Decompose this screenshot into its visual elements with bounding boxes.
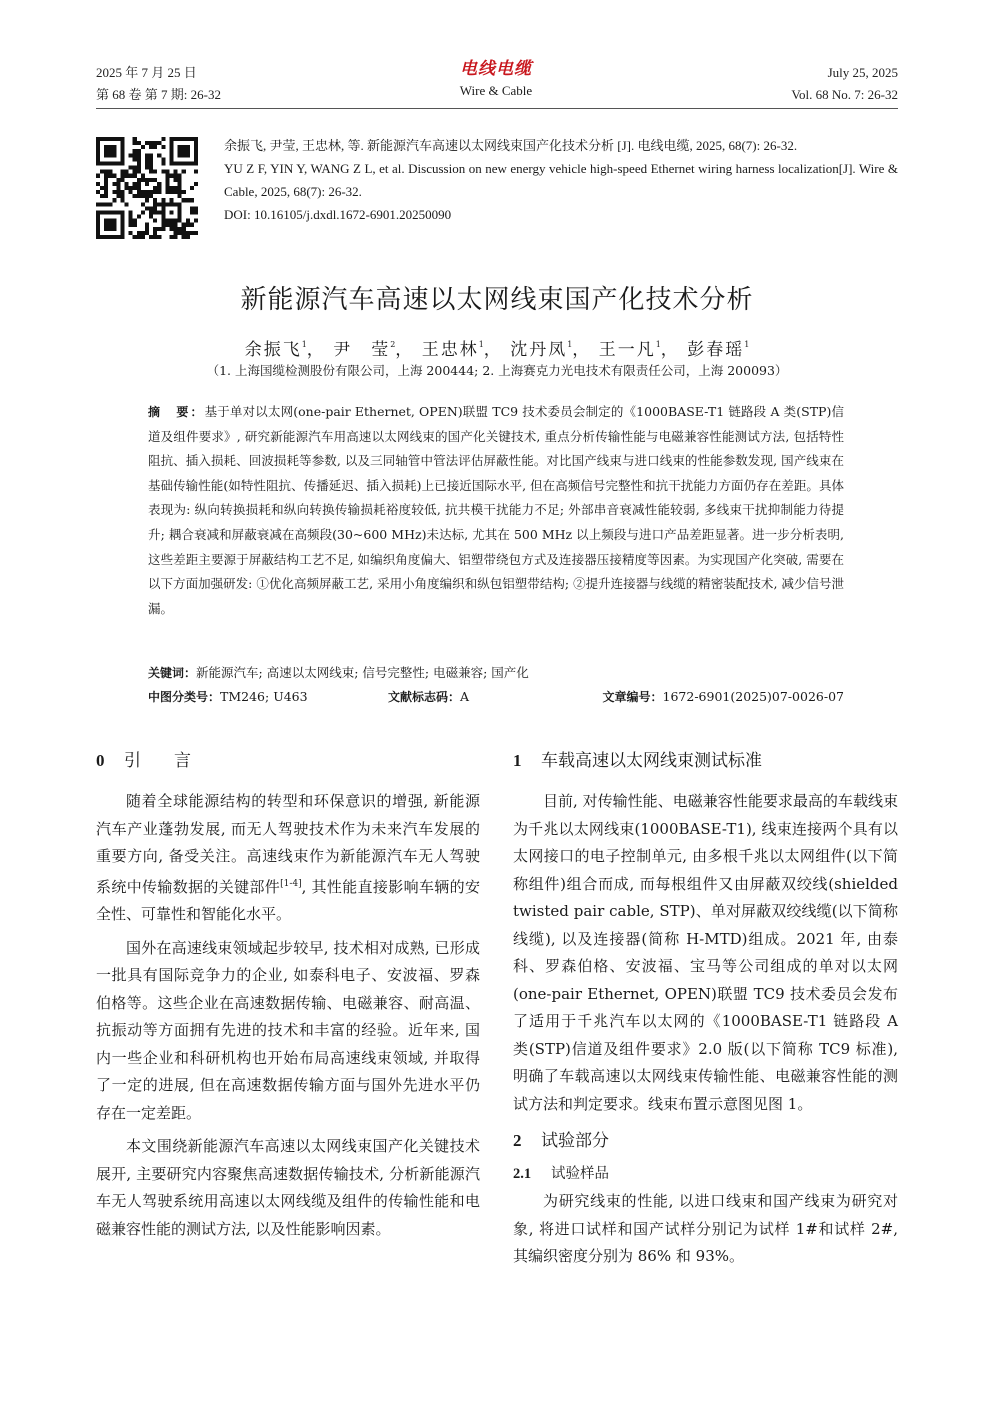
affiliations: （1. 上海国缆检测股份有限公司，上海 200444; 2. 上海赛克力光电技术有限责任公司，上海 200093） — [206, 363, 788, 378]
citation-cn: 余振飞, 尹莹, 王忠林, 等. 新能源汽车高速以太网线束国产化技术分析 [J]. 电线电缆, 2025, 68(7): 26-32. — [224, 138, 798, 153]
abstract-label: 摘 要： — [148, 405, 205, 419]
volume-cn: 第 68 卷 第 7 期: 26-32 — [96, 87, 221, 102]
section-heading-0: 0 引 言 — [96, 751, 199, 771]
section-heading-1: 1 车载高速以太网线束测试标准 — [513, 751, 762, 771]
doi[interactable]: DOI: 10.16105/j.dxdl.1672-6901.20250090 — [224, 207, 452, 222]
keywords-label: 关键词： — [148, 666, 197, 680]
paragraph: 国外在高速线束领域起步较早, 技术相对成熟, 已形成一批具有国际竞争力的企业, 如泰科电子、安波福、罗森伯格等。这些企业在高速数据传输、电磁兼容、耐高温、抗振动等方面拥有先进的技术和丰富的经验。近年来, 国内一些企业和科研机构也开始布局高速线束领域, 并取得了一定的进展, 但在高速数据传输方面与国外先进水平仍存在一定差距。 — [96, 938, 480, 1122]
document-code: 文献标志码：A — [388, 689, 470, 704]
keywords — [148, 662, 844, 684]
clc-number: 中图分类号：TM246; U463 — [148, 689, 308, 704]
journal-logo: 电线电缆 — [460, 59, 532, 79]
paragraph: 本文围绕新能源汽车高速以太网线束国产化关键技术展开, 主要研究内容聚焦高速数据传输技术, 分析新能源汽车无人驾驶系统用高速以太网线缆及组件的传输性能和电磁兼容性能的测试方法, 以及性能影响因素。 — [96, 1137, 480, 1238]
paper-title: 新能源汽车高速以太网线束国产化技术分析 — [240, 285, 754, 315]
body-left-column — [96, 751, 480, 1243]
qr-code[interactable] — [96, 136, 198, 240]
citation-ref[interactable]: [1-4] — [280, 878, 302, 889]
subsection-heading-2-1: 2.1 试验样品 — [513, 1166, 609, 1182]
author: 彭春瑶$^1$ — [687, 340, 750, 360]
article-number: 文章编号：1672-6901(2025)07-0026-07 — [602, 689, 844, 704]
header-rule — [96, 108, 898, 109]
abstract — [148, 400, 844, 621]
journal-masthead — [396, 58, 596, 102]
citation-en: YU Z F, YIN Y, WANG Z L, et al. Discussion on new energy vehicle high-speed Ethernet wiring harness localization[J]. Wire & Cable, 2025, 68(7): 26-32. — [224, 161, 898, 199]
author: 余振飞$^1$ — [244, 340, 307, 360]
author: 沈丹凤$^1$ — [510, 340, 573, 360]
issue-date-en: July 25, 2025 — [827, 65, 898, 80]
author-list: 余振飞$^1$， 尹 莹$^2$， 王忠林$^1$， 沈丹凤$^1$， 王一凡$^1$， 彭春瑶$^1$ — [244, 340, 750, 360]
author: 王忠林$^1$ — [421, 340, 484, 360]
journal-name-en: Wire & Cable — [459, 83, 533, 98]
header-right — [620, 62, 898, 106]
header-left — [96, 62, 356, 106]
keywords-text: 新能源汽车; 高速以太网线束; 信号完整性; 电磁兼容; 国产化 — [196, 665, 529, 680]
body-right-column — [513, 751, 898, 1271]
classification-line — [148, 686, 844, 708]
volume-en: Vol. 68 No. 7: 26-32 — [791, 87, 898, 102]
author: 王一凡$^1$ — [598, 340, 661, 360]
abstract-text: 基于单对以太网(one-pair Ethernet, OPEN)联盟 TC9 技术委员会制定的《1000BASE-T1 链路段 A 类(STP)信道及组件要求》, 研究新能源汽车用高速以太网线束的国产化关键技术, 重点分析传输性能与电磁兼容性能测试方法, 包括特性阻抗、插入损耗、回波损耗等参数, 以及三同轴管中管法评估屏蔽性能。对比国产线束与进口线束的性能参数发现, 国产线束在基础传输性能(如特性阻抗、传播延迟、插入损耗)上已接近国际水平, 但在高频信号完整性和抗干扰能力方面仍存在差距。具体表现为: 纵向转换损耗和纵向转换传输损耗裕度较低, 抗共模干扰能力不足; 外部串音衰减性能较弱, 多线束干扰抑制能力待提升; 耦合衰减和屏蔽衰减在高频段(30~600 MHz)未达标, 尤其在 500 MHz 以上频段与进口产品差距显著。进一步分析表明, 这些差距主要源于屏蔽结构工艺不足, 如编织角度偏大、铝塑带绕包方式及连接器压接精度等因素。为实现国产化突破, 需要在以下方面加强研发: ①优化高频屏蔽工艺, 采用小角度编织和纵包铝塑带结构; ②提升连接器与线缆的精密装配技术, 减少信号泄漏。 — [148, 404, 844, 616]
paragraph: 目前, 对传输性能、电磁兼容性能要求最高的车载线束为千兆以太网线束(1000BASE-T1), 线束连接两个具有以太网接口的电子控制单元, 由多根千兆以太网组件(以下简称组件)组合而成, 而每根组件又由屏蔽双绞线(shielded twisted pair cable, STP)、单对屏蔽双绞线缆(以下简称线缆), 以及连接器(简称 H-MTD)组成。2021 年, 由泰科、罗森伯格、安波福、宝马等公司组成的单对以太网(one-pair Ethernet, OPEN)联盟 TC9 技术委员会发布了适用于千兆汽车以太网的《1000BASE-T1 链路段 A 类(STP)信道及组件要求》2.0 版(以下简称 TC9 标准), 明确了车载高速以太网线束传输性能、电磁兼容性能的测试方法和判定要求。线束布置示意图见图 1。 — [513, 792, 898, 1113]
paragraph: 为研究线束的性能, 以进口线束和国产线束为研究对象, 将进口试样和国产试样分别记为试样 1#和试样 2#, 其编织密度分别为 86% 和 93%。 — [513, 1192, 898, 1265]
author: 尹 莹$^2$ — [333, 340, 396, 360]
paragraph: 随着全球能源结构的转型和环保意识的增强, 新能源汽车产业蓬勃发展, 而无人驾驶技术作为未来汽车发展的重要方向, 备受关注。高速线束作为新能源汽车无人驾驶系统中传输数据的关键部件[1-4], 其性能直接影响车辆的安全性、可靠性和智能化水平。 — [96, 792, 480, 923]
section-heading-2: 2 试验部分 — [513, 1131, 609, 1151]
issue-date-cn: 2025 年 7 月 25 日 — [96, 65, 197, 80]
citation-block — [224, 134, 898, 226]
